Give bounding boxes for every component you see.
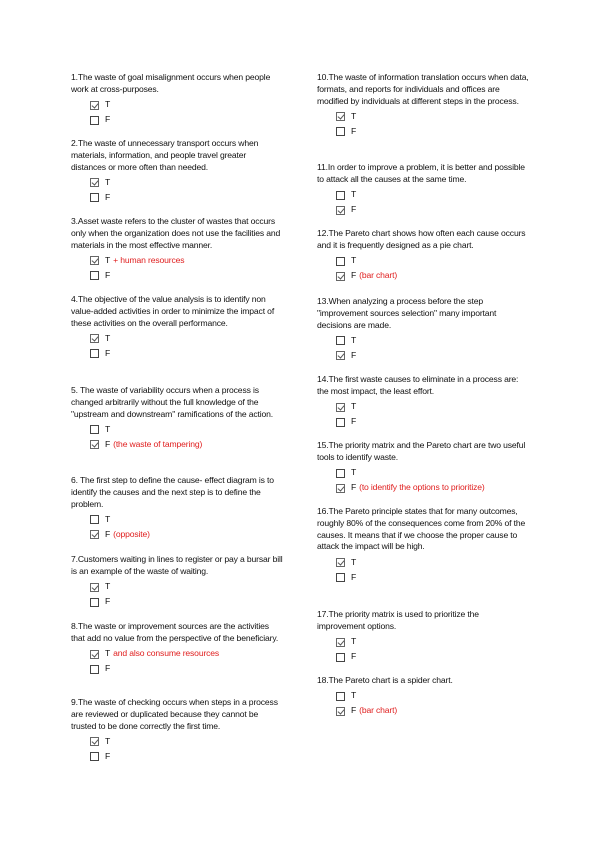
option-label: F: [351, 204, 357, 215]
option-label: T: [351, 189, 357, 200]
checkbox-checked-icon[interactable]: [90, 256, 99, 265]
option-true[interactable]: [336, 188, 529, 203]
annotation-note: (the waste of tampering): [113, 438, 203, 449]
checkbox-empty-icon[interactable]: [90, 752, 99, 761]
option-label: T: [105, 176, 111, 187]
option-label: F: [351, 705, 357, 716]
option-label: F: [351, 571, 357, 582]
question-8: [71, 621, 283, 677]
question-7: [71, 554, 283, 610]
option-label: F: [105, 191, 111, 202]
checkbox-checked-icon[interactable]: [90, 101, 99, 110]
question-15: [317, 440, 529, 496]
option-label: T: [351, 334, 357, 345]
question-text: 14.The first waste causes to eliminate in a process are: the most impact, the least effort.: [317, 374, 519, 396]
annotation-note: + human resources: [113, 254, 185, 265]
checkbox-empty-icon[interactable]: [90, 193, 99, 202]
option-label: T: [351, 556, 357, 567]
option-false[interactable]: [90, 527, 283, 542]
option-true[interactable]: [336, 254, 529, 269]
option-false[interactable]: [90, 268, 283, 283]
checkbox-empty-icon[interactable]: [90, 598, 99, 607]
checkbox-empty-icon[interactable]: [90, 425, 99, 434]
question-12: [317, 228, 529, 284]
checkbox-empty-icon[interactable]: [336, 336, 345, 345]
checkbox-empty-icon[interactable]: [336, 469, 345, 478]
question-2: [71, 138, 283, 205]
option-label: T: [105, 648, 111, 659]
question-text: 3.Asset waste refers to the cluster of wastes that occurs only when the organization does not use the facilities and materials in the most effective manner.: [71, 216, 281, 250]
checkbox-empty-icon[interactable]: [90, 349, 99, 358]
option-label: F: [351, 125, 357, 136]
option-label: T: [105, 513, 111, 524]
option-label: T: [105, 332, 111, 343]
checkbox-checked-icon[interactable]: [336, 403, 345, 412]
checkbox-checked-icon[interactable]: [90, 440, 99, 449]
checkbox-checked-icon[interactable]: [90, 530, 99, 539]
option-label: F: [351, 651, 357, 662]
option-label: F: [105, 596, 111, 607]
question-text: 6. The first step to define the cause- effect diagram is to identify the causes and the next step is to define the problem.: [71, 475, 274, 509]
option-false[interactable]: [336, 704, 529, 719]
option-label: F: [105, 438, 111, 449]
option-true[interactable]: [90, 647, 283, 662]
checkbox-empty-icon[interactable]: [90, 271, 99, 280]
checkbox-checked-icon[interactable]: [336, 484, 345, 493]
checkbox-checked-icon[interactable]: [336, 707, 345, 716]
question-text: 10.The waste of information translation occurs when data, formats, and reports for individuals and offices are modified by individuals at different steps in the process.: [317, 72, 529, 106]
option-true[interactable]: [90, 253, 283, 268]
question-1: [71, 72, 283, 128]
question-5: [71, 385, 283, 452]
annotation-note: (to identify the options to prioritize): [359, 482, 485, 493]
checkbox-checked-icon[interactable]: [336, 206, 345, 215]
checkbox-empty-icon[interactable]: [336, 653, 345, 662]
option-true[interactable]: [90, 331, 283, 346]
checkbox-checked-icon[interactable]: [90, 650, 99, 659]
checkbox-empty-icon[interactable]: [336, 573, 345, 582]
question-text: 2.The waste of unnecessary transport occurs when materials, information, and people travel greater distances or more often than needed.: [71, 138, 259, 172]
question-14: [317, 374, 529, 430]
option-false[interactable]: [90, 346, 283, 361]
question-text: 4.The objective of the value analysis is to identify non value-added activities in order to minimize the impact of these activities on the overall performance.: [71, 294, 275, 328]
option-true[interactable]: [336, 466, 529, 481]
checkbox-empty-icon[interactable]: [336, 418, 345, 427]
question-text: 7.Customers waiting in lines to register or pay a bursar bill is an example of the waste of waiting.: [71, 554, 283, 576]
annotation-note: and also consume resources: [113, 648, 220, 659]
question-10: [317, 72, 529, 139]
question-text: 1.The waste of goal misalignment occurs when people work at cross-purposes.: [71, 72, 271, 94]
option-label: F: [105, 347, 111, 358]
checkbox-checked-icon[interactable]: [336, 558, 345, 567]
question-text: 17.The priority matrix is used to prioritize the improvement options.: [317, 609, 479, 631]
option-false[interactable]: [336, 269, 529, 284]
option-true[interactable]: [336, 555, 539, 570]
option-label: T: [351, 636, 357, 647]
question-9: [71, 697, 283, 764]
option-false[interactable]: [90, 749, 283, 764]
checkbox-empty-icon[interactable]: [336, 191, 345, 200]
option-true[interactable]: [336, 689, 529, 704]
option-label: F: [105, 663, 111, 674]
checkbox-empty-icon[interactable]: [336, 692, 345, 701]
annotation-note: (opposite): [113, 528, 150, 539]
checkbox-checked-icon[interactable]: [90, 737, 99, 746]
option-label: F: [105, 269, 111, 280]
question-text: 8.The waste or improvement sources are the activities that add no value from the perspective of the beneficiary.: [71, 621, 279, 643]
option-true[interactable]: [90, 175, 283, 190]
option-true[interactable]: [336, 635, 529, 650]
question-text: 18.The Pareto chart is a spider chart.: [317, 675, 453, 685]
option-label: T: [351, 467, 357, 478]
option-false[interactable]: [336, 481, 529, 496]
option-label: T: [105, 254, 111, 265]
option-label: T: [351, 255, 357, 266]
option-true[interactable]: [90, 422, 283, 437]
option-false[interactable]: [90, 190, 283, 205]
checkbox-checked-icon[interactable]: [336, 272, 345, 281]
option-true[interactable]: [336, 109, 529, 124]
option-false[interactable]: [90, 437, 283, 452]
question-11: [317, 162, 529, 218]
checkbox-checked-icon[interactable]: [90, 583, 99, 592]
checkbox-checked-icon[interactable]: [90, 178, 99, 187]
option-false[interactable]: [336, 203, 529, 218]
option-label: T: [351, 690, 357, 701]
option-false[interactable]: [336, 570, 539, 585]
question-text: 5. The waste of variability occurs when a process is changed arbitrarily without the full knowledge of the "upstream and downstream" ramifications of the action.: [71, 385, 273, 419]
option-label: F: [351, 270, 357, 281]
option-false[interactable]: [90, 113, 283, 128]
question-text: 12.The Pareto chart shows how often each cause occurs and it is frequently designed as a pie chart.: [317, 228, 526, 250]
option-label: F: [351, 482, 357, 493]
option-true[interactable]: [336, 333, 529, 348]
checkbox-checked-icon[interactable]: [90, 334, 99, 343]
option-label: F: [351, 349, 357, 360]
checkbox-empty-icon[interactable]: [336, 257, 345, 266]
checkbox-empty-icon[interactable]: [336, 127, 345, 136]
question-3: [71, 216, 283, 283]
option-false[interactable]: [336, 124, 529, 139]
option-false[interactable]: [90, 595, 283, 610]
option-label: T: [105, 735, 111, 746]
option-label: T: [351, 401, 357, 412]
question-6: [71, 475, 283, 542]
question-18: [317, 675, 529, 719]
option-true[interactable]: [90, 580, 283, 595]
option-label: F: [105, 750, 111, 761]
option-label: T: [105, 581, 111, 592]
option-false[interactable]: [336, 650, 529, 665]
option-label: T: [105, 423, 111, 434]
option-true[interactable]: [90, 98, 283, 113]
checkbox-checked-icon[interactable]: [336, 638, 345, 647]
option-false[interactable]: [336, 415, 529, 430]
question-17: [317, 609, 529, 665]
option-label: F: [105, 528, 111, 539]
checkbox-empty-icon[interactable]: [90, 665, 99, 674]
option-true[interactable]: [90, 734, 283, 749]
checkbox-empty-icon[interactable]: [90, 515, 99, 524]
annotation-note: (bar chart): [359, 705, 398, 716]
question-13: [317, 296, 529, 363]
option-label: T: [351, 110, 357, 121]
question-text: 16.The Pareto principle states that for many outcomes, roughly 80% of the consequences come from 20% of the causes. It means that if we choose the proper cause to attack the impact will be high.: [317, 506, 526, 552]
question-text: 11.In order to improve a problem, it is better and possible to attack all the causes at the same time.: [317, 162, 525, 184]
option-true[interactable]: [336, 400, 529, 415]
option-false[interactable]: [336, 348, 529, 363]
checkbox-empty-icon[interactable]: [90, 116, 99, 125]
checkbox-checked-icon[interactable]: [336, 112, 345, 121]
option-label: T: [105, 99, 111, 110]
question-4: [71, 294, 283, 361]
question-text: 13.When analyzing a process before the step "improvement sources selection" many important decisions are made.: [317, 296, 497, 330]
annotation-note: (bar chart): [359, 270, 398, 281]
option-true[interactable]: [90, 512, 283, 527]
option-false[interactable]: [90, 662, 283, 677]
question-text: 9.The waste of checking occurs when steps in a process are reviewed or duplicated because they cannot be trusted to be done correctly the first time.: [71, 697, 278, 731]
checkbox-checked-icon[interactable]: [336, 351, 345, 360]
option-label: F: [105, 114, 111, 125]
option-label: F: [351, 416, 357, 427]
question-text: 15.The priority matrix and the Pareto chart are two useful tools to identify waste.: [317, 440, 526, 462]
question-16: [317, 506, 539, 585]
